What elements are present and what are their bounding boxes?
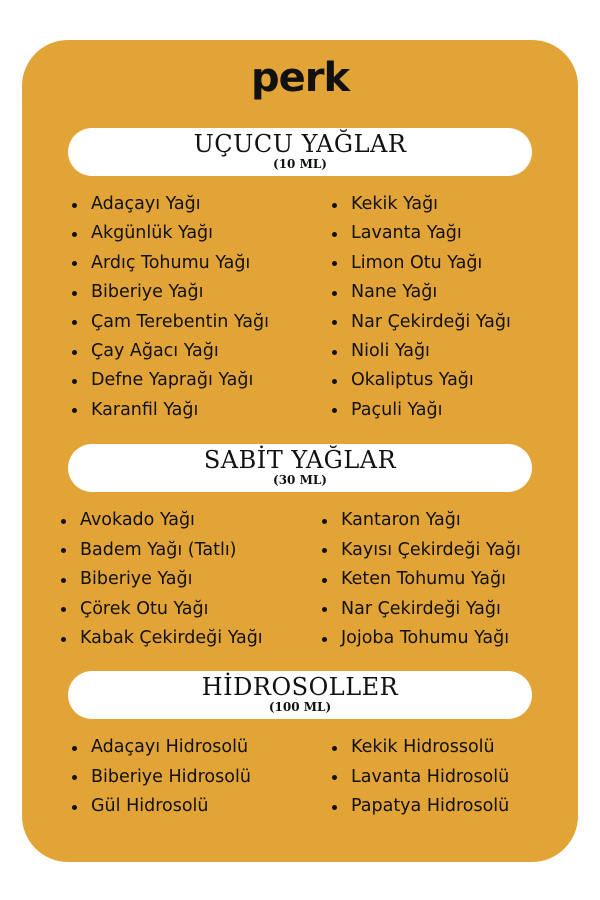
section-subtitle: (100 ML) [268, 700, 332, 714]
list-item: Kayısı Çekirdeği Yağı [320, 536, 521, 566]
hidrosoller-list-left [70, 733, 251, 822]
list-item: Ardıç Tohumu Yağı [70, 249, 269, 278]
list-item: Biberiye Yağı [70, 278, 269, 307]
list-item: Biberiye Yağı [59, 565, 263, 595]
list-item: Keten Tohumu Yağı [320, 565, 521, 595]
list-item: Lavanta Hidrosolü [330, 763, 509, 793]
list-item: Limon Otu Yağı [330, 249, 511, 278]
section-header-hidrosoller [68, 671, 532, 719]
section-subtitle: (10 ML) [273, 157, 327, 171]
list-item: Biberiye Hidrosolü [70, 763, 251, 793]
sabit-yaglar-list-right [320, 506, 521, 654]
brand-logo: perk [250, 55, 350, 101]
ucucu-yaglar-list-left [70, 190, 269, 425]
list-item: Kantaron Yağı [320, 506, 521, 536]
list-item: Nane Yağı [330, 278, 511, 307]
section-title: UÇUCU YAĞLAR [193, 130, 407, 158]
list-item: Nar Çekirdeği Yağı [320, 595, 521, 625]
list-item: Kekik Hidrossolü [330, 733, 509, 763]
list-item: Badem Yağı (Tatlı) [59, 536, 263, 566]
section-subtitle: (30 ML) [273, 473, 327, 487]
list-item: Jojoba Tohumu Yağı [320, 624, 521, 654]
list-item: Kabak Çekirdeği Yağı [59, 624, 263, 654]
product-card [22, 40, 578, 862]
list-item: Adaçayı Hidrosolü [70, 733, 251, 763]
list-item: Papatya Hidrosolü [330, 792, 509, 822]
ucucu-yaglar-list-right [330, 190, 511, 425]
list-item: Lavanta Yağı [330, 219, 511, 248]
sabit-yaglar-list-left [59, 506, 263, 654]
section-header-sabit-yaglar [68, 444, 532, 492]
list-item: Gül Hidrosolü [70, 792, 251, 822]
list-item: Çam Terebentin Yağı [70, 308, 269, 337]
list-item: Defne Yaprağı Yağı [70, 366, 269, 395]
list-item: Adaçayı Yağı [70, 190, 269, 219]
list-item: Çörek Otu Yağı [59, 595, 263, 625]
list-item: Kekik Yağı [330, 190, 511, 219]
list-item: Çay Ağacı Yağı [70, 337, 269, 366]
list-item: Okaliptus Yağı [330, 366, 511, 395]
section-title: SABİT YAĞLAR [203, 446, 397, 474]
list-item: Nar Çekirdeği Yağı [330, 308, 511, 337]
list-item: Avokado Yağı [59, 506, 263, 536]
list-item: Akgünlük Yağı [70, 219, 269, 248]
list-item: Karanfil Yağı [70, 396, 269, 425]
list-item: Paçuli Yağı [330, 396, 511, 425]
hidrosoller-list-right [330, 733, 509, 822]
list-item: Nioli Yağı [330, 337, 511, 366]
section-title: HİDROSOLLER [201, 673, 399, 701]
section-header-ucucu-yaglar [68, 128, 532, 176]
